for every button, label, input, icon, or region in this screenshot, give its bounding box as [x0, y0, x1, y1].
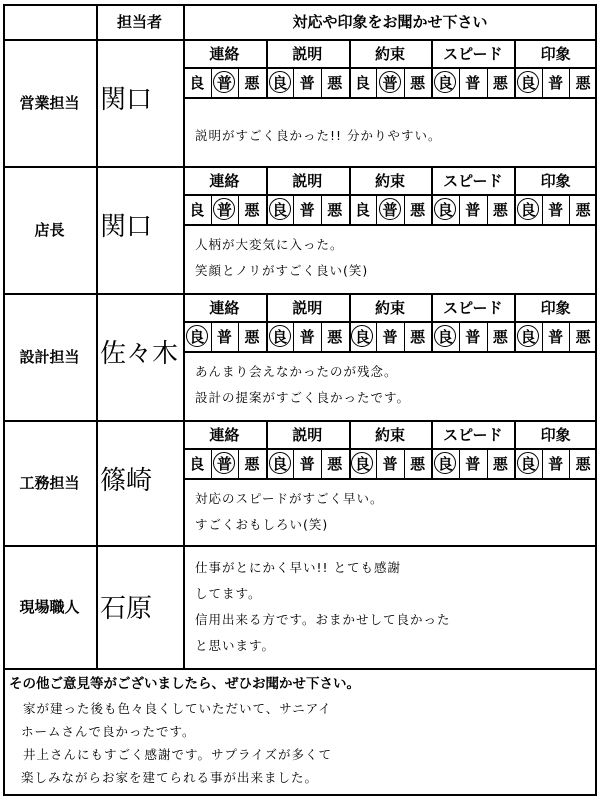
- comment-line: 信用出来る方です。おまかせして良かった: [195, 612, 451, 627]
- rating-option-selected[interactable]: 良: [514, 194, 542, 224]
- rating-option-selected[interactable]: 良: [349, 448, 377, 478]
- rating-option-selected[interactable]: 普: [211, 448, 239, 478]
- category-label: 約束: [374, 425, 405, 444]
- category-label: 連絡: [209, 425, 240, 444]
- comment-line: すごくおもしろい(笑): [195, 517, 329, 532]
- category-label: 説明: [292, 425, 323, 444]
- category-label: 約束: [374, 44, 405, 63]
- rating-option[interactable]: 悪: [410, 327, 426, 346]
- rating-option-selected[interactable]: 普: [211, 194, 239, 224]
- category-label: 印象: [540, 425, 571, 444]
- rating-option-selected[interactable]: 良: [514, 321, 542, 351]
- staff-name: 篠崎: [100, 465, 153, 496]
- rating-option-selected[interactable]: 良: [514, 448, 542, 478]
- comment-line: 人柄が大変気に入った。: [195, 237, 344, 252]
- comment-line: 笑顔とノリがすごく良い(笑): [195, 263, 369, 278]
- rating-option[interactable]: 悪: [575, 200, 591, 219]
- category-label: 印象: [540, 171, 571, 190]
- category-label: 連絡: [209, 298, 240, 317]
- rating-option-selected[interactable]: 良: [431, 194, 459, 224]
- rating-option[interactable]: 悪: [327, 454, 343, 473]
- option-row-line: [183, 97, 597, 99]
- rating-option[interactable]: 悪: [575, 454, 591, 473]
- category-label: スピード: [443, 425, 503, 444]
- rating-option[interactable]: 悪: [327, 200, 343, 219]
- rating-option[interactable]: 悪: [327, 73, 343, 92]
- rating-option[interactable]: 普: [465, 327, 481, 346]
- rating-option[interactable]: 悪: [244, 454, 260, 473]
- section-line-4: [3, 668, 597, 670]
- other-comment-line: ホームさんで良かったです。: [21, 724, 196, 739]
- role-label: 店長: [34, 221, 65, 239]
- rating-option[interactable]: 悪: [410, 200, 426, 219]
- rating-option[interactable]: 悪: [575, 73, 591, 92]
- role-label: 営業担当: [19, 94, 80, 112]
- category-label: スピード: [443, 171, 503, 190]
- comment-line: 対応のスピードがすごく早い。: [195, 491, 384, 506]
- rating-option-selected[interactable]: 普: [211, 67, 239, 97]
- rating-option[interactable]: 普: [382, 327, 398, 346]
- rating-option[interactable]: 悪: [244, 200, 260, 219]
- comment-line: と思います。: [195, 638, 276, 653]
- rating-option-selected[interactable]: 普: [376, 194, 404, 224]
- rating-option[interactable]: 普: [548, 73, 564, 92]
- rating-option[interactable]: 悪: [492, 454, 508, 473]
- rating-option[interactable]: 普: [382, 454, 398, 473]
- comment-line: 設計の提案がすごく良かったです。: [195, 390, 411, 405]
- category-label: 印象: [540, 44, 571, 63]
- rating-option-selected[interactable]: 良: [266, 194, 294, 224]
- rating-option[interactable]: 悪: [244, 327, 260, 346]
- option-row-line: [183, 224, 597, 226]
- option-row-line: [183, 351, 597, 353]
- rating-option-selected[interactable]: 普: [376, 67, 404, 97]
- category-label: スピード: [443, 298, 503, 317]
- category-label: 説明: [292, 44, 323, 63]
- rating-option[interactable]: 悪: [575, 327, 591, 346]
- rating-option[interactable]: 悪: [410, 454, 426, 473]
- comment-line: 仕事がとにかく早い!! とても感謝: [195, 560, 401, 575]
- rating-option[interactable]: 普: [299, 327, 315, 346]
- category-label: 約束: [374, 171, 405, 190]
- category-label: 約束: [374, 298, 405, 317]
- category-label: 連絡: [209, 171, 240, 190]
- category-label: 説明: [292, 171, 323, 190]
- staff-name: 佐々木: [100, 338, 179, 369]
- rating-option[interactable]: 普: [548, 327, 564, 346]
- comment-line: してます。: [195, 586, 262, 601]
- category-label: 連絡: [209, 44, 240, 63]
- staff-name: 関口: [100, 211, 153, 242]
- rating-option-selected[interactable]: 良: [183, 321, 211, 351]
- rating-option-selected[interactable]: 良: [266, 448, 294, 478]
- header-tantousha: 担当者: [116, 13, 162, 31]
- other-comment-line: 井上さんにもすごく感謝です。サプライズが多くて: [23, 747, 333, 762]
- other-comment-line: 家が建った後も色々良くしていただいて、サニアイ: [23, 701, 332, 716]
- role-label: 現場職人: [19, 598, 80, 616]
- option-row-line: [183, 478, 597, 480]
- rating-option[interactable]: 普: [548, 454, 564, 473]
- rating-option-selected[interactable]: 良: [349, 321, 377, 351]
- frame-bottom: [3, 794, 597, 796]
- rating-option-selected[interactable]: 良: [266, 67, 294, 97]
- rating-option[interactable]: 悪: [327, 327, 343, 346]
- rating-option[interactable]: 悪: [244, 73, 260, 92]
- rating-option[interactable]: 普: [299, 454, 315, 473]
- rating-option[interactable]: 悪: [492, 200, 508, 219]
- rating-option-selected[interactable]: 良: [431, 321, 459, 351]
- frame-right: [595, 4, 597, 796]
- rating-option[interactable]: 悪: [492, 73, 508, 92]
- staff-name: 石原: [100, 594, 153, 624]
- rating-option[interactable]: 普: [299, 200, 315, 219]
- rating-option[interactable]: 良: [189, 200, 205, 219]
- rating-option[interactable]: 普: [465, 73, 481, 92]
- role-label: 設計担当: [19, 348, 80, 366]
- rating-option-selected[interactable]: 良: [514, 67, 542, 97]
- category-label: スピード: [443, 44, 503, 63]
- rating-option[interactable]: 良: [354, 73, 370, 92]
- rating-option[interactable]: 良: [189, 73, 205, 92]
- category-label: 印象: [540, 298, 571, 317]
- comment-line: あんまり会えなかったのが残念。: [195, 364, 398, 379]
- rating-option-selected[interactable]: 良: [431, 67, 459, 97]
- rating-option[interactable]: 普: [548, 200, 564, 219]
- rating-option-selected[interactable]: 良: [431, 448, 459, 478]
- rating-option-selected[interactable]: 良: [266, 321, 294, 351]
- other-comments-title: その他ご意見等がございましたら、ぜひお聞かせ下さい。: [9, 676, 360, 692]
- rating-option[interactable]: 普: [465, 200, 481, 219]
- rating-option[interactable]: 悪: [492, 327, 508, 346]
- role-label: 工務担当: [19, 474, 80, 492]
- rating-option[interactable]: 悪: [410, 73, 426, 92]
- rating-option[interactable]: 普: [299, 73, 315, 92]
- category-label: 説明: [292, 298, 323, 317]
- rating-option[interactable]: 普: [216, 327, 232, 346]
- rating-option[interactable]: 良: [189, 454, 205, 473]
- rating-option[interactable]: 良: [354, 200, 370, 219]
- staff-name: 関口: [100, 84, 153, 115]
- rating-option[interactable]: 普: [465, 454, 481, 473]
- other-comment-line: 楽しみながらお家を建てられる事が出来ました。: [21, 770, 319, 785]
- header-title: 対応や印象をお聞かせ下さい: [292, 13, 488, 31]
- comment-line: 説明がすごく良かった!! 分かりやすい。: [195, 128, 442, 143]
